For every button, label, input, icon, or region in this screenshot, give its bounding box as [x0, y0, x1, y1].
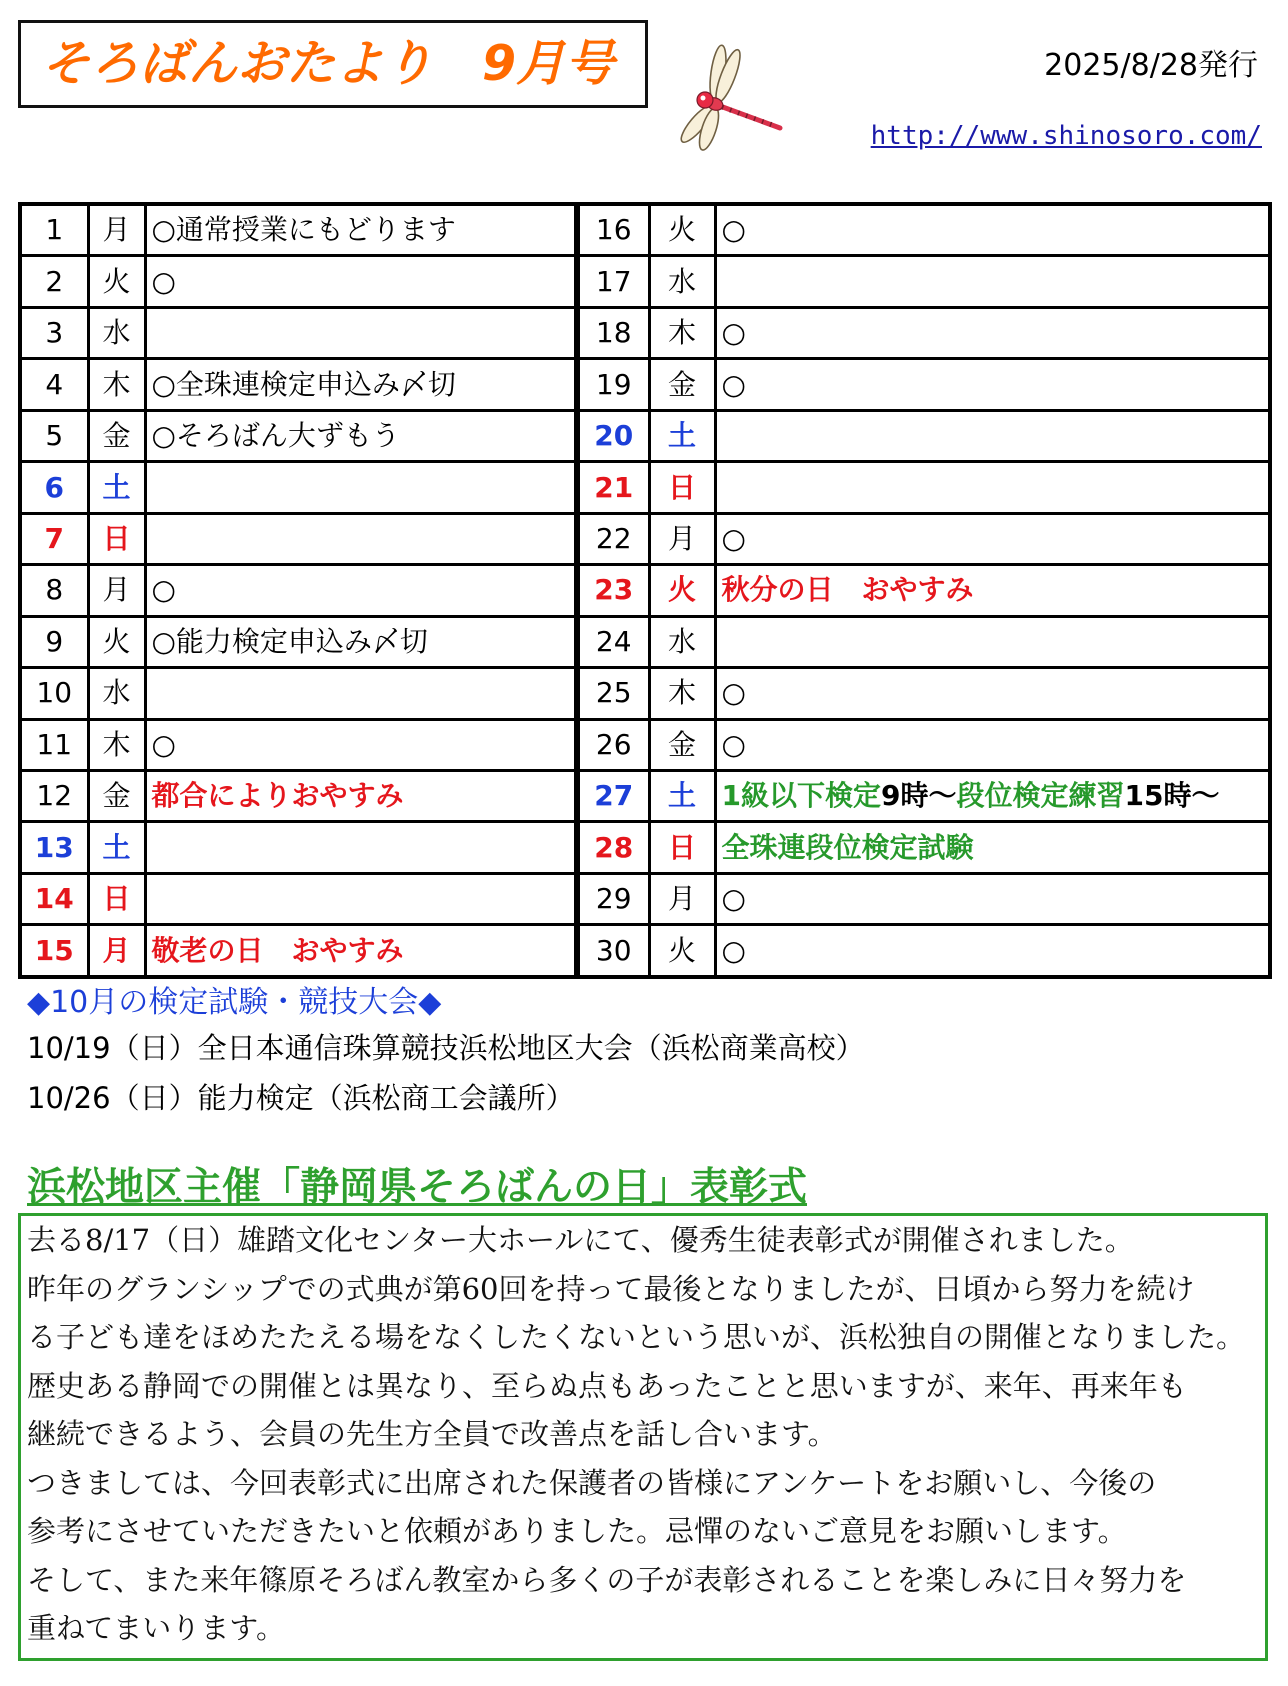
newsletter-title: そろばんおたより 9月号 — [41, 35, 615, 92]
article-line: 継続できるよう、会員の先生方全員で改善点を話し合います。 — [27, 1417, 837, 1451]
event-text: 1級以下検定 — [721, 779, 881, 813]
weekday: 土 — [88, 462, 145, 513]
article-line: 昨年のグランシップでの式典が第60回を持って最後となりましたが、日頃から努力を続け — [27, 1271, 1195, 1306]
event-cell — [145, 925, 577, 977]
dragonfly-icon — [670, 40, 794, 158]
day-number: 27 — [577, 771, 649, 822]
event-text: 段位検定練習 — [956, 779, 1125, 813]
article-line: る子ども達をほめたたえる場をなくしたくないという思いが、浜松独自の開催となりました。 — [27, 1320, 1246, 1354]
weekday: 金 — [649, 359, 715, 410]
article-title: 浜松地区主催「静岡県そろばんの日」表彰式 — [27, 1165, 808, 1210]
weekday: 金 — [649, 719, 715, 770]
event-cell — [145, 256, 577, 307]
day-number: 8 — [20, 565, 88, 616]
weekday: 火 — [88, 256, 145, 307]
weekday: 日 — [649, 822, 715, 873]
day-number: 25 — [577, 668, 649, 719]
event-cell — [715, 513, 1270, 564]
event-cell — [715, 719, 1270, 770]
weekday: 日 — [88, 873, 145, 924]
article-line: つきましては、今回表彰式に出席された保護者の皆様にアンケートをお願いし、今後の — [27, 1465, 1157, 1500]
event-text: ○ — [721, 213, 746, 247]
calendar-row — [20, 307, 1270, 358]
day-number: 29 — [577, 873, 649, 924]
calendar-row — [20, 359, 1270, 410]
calendar-row — [20, 668, 1270, 719]
event-text: ○ — [721, 521, 746, 555]
event-text: ○ — [721, 367, 746, 401]
calendar-row — [20, 410, 1270, 461]
event-cell — [715, 771, 1270, 822]
weekday: 月 — [88, 925, 145, 977]
event-cell — [715, 925, 1270, 977]
event-text: 敬老の日 おやすみ — [151, 933, 404, 967]
event-cell — [145, 565, 577, 616]
event-cell — [715, 204, 1270, 256]
weekday: 水 — [88, 307, 145, 358]
weekday: 土 — [649, 771, 715, 822]
event-cell — [715, 256, 1270, 307]
calendar-row — [20, 873, 1270, 924]
event-text: ○能力検定申込み〆切 — [151, 624, 428, 658]
day-number: 11 — [20, 719, 88, 770]
weekday: 木 — [88, 359, 145, 410]
calendar-row — [20, 204, 1270, 256]
day-number: 20 — [577, 410, 649, 461]
newsletter-title-box — [18, 20, 648, 108]
article-line: そして、また来年篠原そろばん教室から多くの子が表彰されることを楽しみに日々努力を — [27, 1562, 1187, 1597]
event-text: 秋分の日 おやすみ — [721, 573, 974, 607]
event-cell — [145, 719, 577, 770]
event-cell — [145, 513, 577, 564]
day-number: 16 — [577, 204, 649, 256]
event-cell — [145, 204, 577, 256]
article-line: 参考にさせていただきたいと依頼がありました。忌憚のないご意見をお願いします。 — [27, 1514, 1127, 1548]
event-text: 15時～ — [1124, 779, 1220, 813]
event-text: ○全珠連検定申込み〆切 — [151, 367, 456, 401]
weekday: 月 — [649, 873, 715, 924]
day-number: 21 — [577, 462, 649, 513]
day-number: 22 — [577, 513, 649, 564]
calendar-row — [20, 771, 1270, 822]
event-text: ○通常授業にもどります — [151, 213, 456, 247]
calendar-body — [20, 204, 1270, 977]
weekday: 水 — [88, 668, 145, 719]
weekday: 月 — [649, 513, 715, 564]
issue-date: 2025/8/28発行 — [1044, 48, 1258, 83]
event-text: 全珠連段位検定試験 — [721, 830, 974, 864]
day-number: 15 — [20, 925, 88, 977]
weekday: 水 — [649, 616, 715, 667]
article-body — [18, 1213, 1268, 1661]
day-number: 14 — [20, 873, 88, 924]
event-cell — [145, 822, 577, 873]
event-cell — [715, 565, 1270, 616]
weekday: 火 — [649, 565, 715, 616]
day-number: 17 — [577, 256, 649, 307]
event-cell — [145, 410, 577, 461]
event-text: ○ — [721, 316, 746, 350]
event-text: 9時～ — [880, 779, 957, 813]
event-text: 都合によりおやすみ — [151, 779, 404, 813]
event-cell — [715, 410, 1270, 461]
weekday: 月 — [88, 565, 145, 616]
calendar-row — [20, 822, 1270, 873]
day-number: 5 — [20, 410, 88, 461]
day-number: 7 — [20, 513, 88, 564]
event-cell — [145, 668, 577, 719]
calendar-row — [20, 513, 1270, 564]
event-text: ○ — [721, 727, 746, 761]
event-cell — [715, 462, 1270, 513]
day-number: 30 — [577, 925, 649, 977]
day-number: 24 — [577, 616, 649, 667]
event-text: ○ — [721, 933, 746, 967]
weekday: 日 — [88, 513, 145, 564]
weekday: 金 — [88, 771, 145, 822]
event-text: ○そろばん大ずもう — [151, 419, 400, 453]
calendar-row — [20, 925, 1270, 977]
event-text: ○ — [151, 727, 176, 761]
day-number: 13 — [20, 822, 88, 873]
event-cell — [715, 873, 1270, 924]
weekday: 木 — [649, 668, 715, 719]
day-number: 3 — [20, 307, 88, 358]
day-number: 10 — [20, 668, 88, 719]
event-cell — [145, 771, 577, 822]
event-cell — [715, 359, 1270, 410]
event-text: ○ — [151, 573, 176, 607]
event-cell — [715, 668, 1270, 719]
weekday: 水 — [649, 256, 715, 307]
weekday: 火 — [649, 204, 715, 256]
event-text: ○ — [721, 882, 746, 916]
article-line: 去る8/17（日）雄踏文化センター大ホールにて、優秀生徒表彰式が開催されました。 — [27, 1223, 1134, 1257]
day-number: 18 — [577, 307, 649, 358]
article-line: 歴史ある静岡での開催とは異なり、至らぬ点もあったことと思いますが、来年、再来年も — [27, 1368, 1187, 1403]
event-cell — [145, 616, 577, 667]
day-number: 9 — [20, 616, 88, 667]
website-link[interactable]: http://www.shinosoro.com/ — [870, 121, 1262, 151]
event-cell — [145, 307, 577, 358]
october-heading: ◆10月の検定試験・競技大会◆ — [27, 985, 442, 1020]
day-number: 4 — [20, 359, 88, 410]
event-cell — [145, 873, 577, 924]
calendar-row — [20, 719, 1270, 770]
calendar-row — [20, 256, 1270, 307]
day-number: 23 — [577, 565, 649, 616]
event-cell — [145, 359, 577, 410]
day-number: 2 — [20, 256, 88, 307]
weekday: 土 — [649, 410, 715, 461]
event-cell — [715, 616, 1270, 667]
october-item: 10/26（日）能力検定（浜松商工会議所） — [27, 1081, 575, 1115]
day-number: 12 — [20, 771, 88, 822]
october-item: 10/19（日）全日本通信珠算競技浜松地区大会（浜松商業高校） — [27, 1031, 865, 1065]
event-cell — [715, 307, 1270, 358]
weekday: 火 — [649, 925, 715, 977]
weekday: 日 — [649, 462, 715, 513]
article-line: 重ねてまいります。 — [27, 1611, 285, 1645]
calendar-row — [20, 616, 1270, 667]
weekday: 木 — [649, 307, 715, 358]
event-text: ○ — [151, 264, 176, 298]
event-cell — [145, 462, 577, 513]
calendar-row — [20, 462, 1270, 513]
day-number: 26 — [577, 719, 649, 770]
weekday: 火 — [88, 616, 145, 667]
weekday: 月 — [88, 204, 145, 256]
event-text: ○ — [721, 676, 746, 710]
september-calendar — [18, 202, 1272, 979]
day-number: 19 — [577, 359, 649, 410]
event-cell — [715, 822, 1270, 873]
calendar-row — [20, 565, 1270, 616]
day-number: 6 — [20, 462, 88, 513]
weekday: 木 — [88, 719, 145, 770]
weekday: 金 — [88, 410, 145, 461]
day-number: 1 — [20, 204, 88, 256]
day-number: 28 — [577, 822, 649, 873]
weekday: 土 — [88, 822, 145, 873]
